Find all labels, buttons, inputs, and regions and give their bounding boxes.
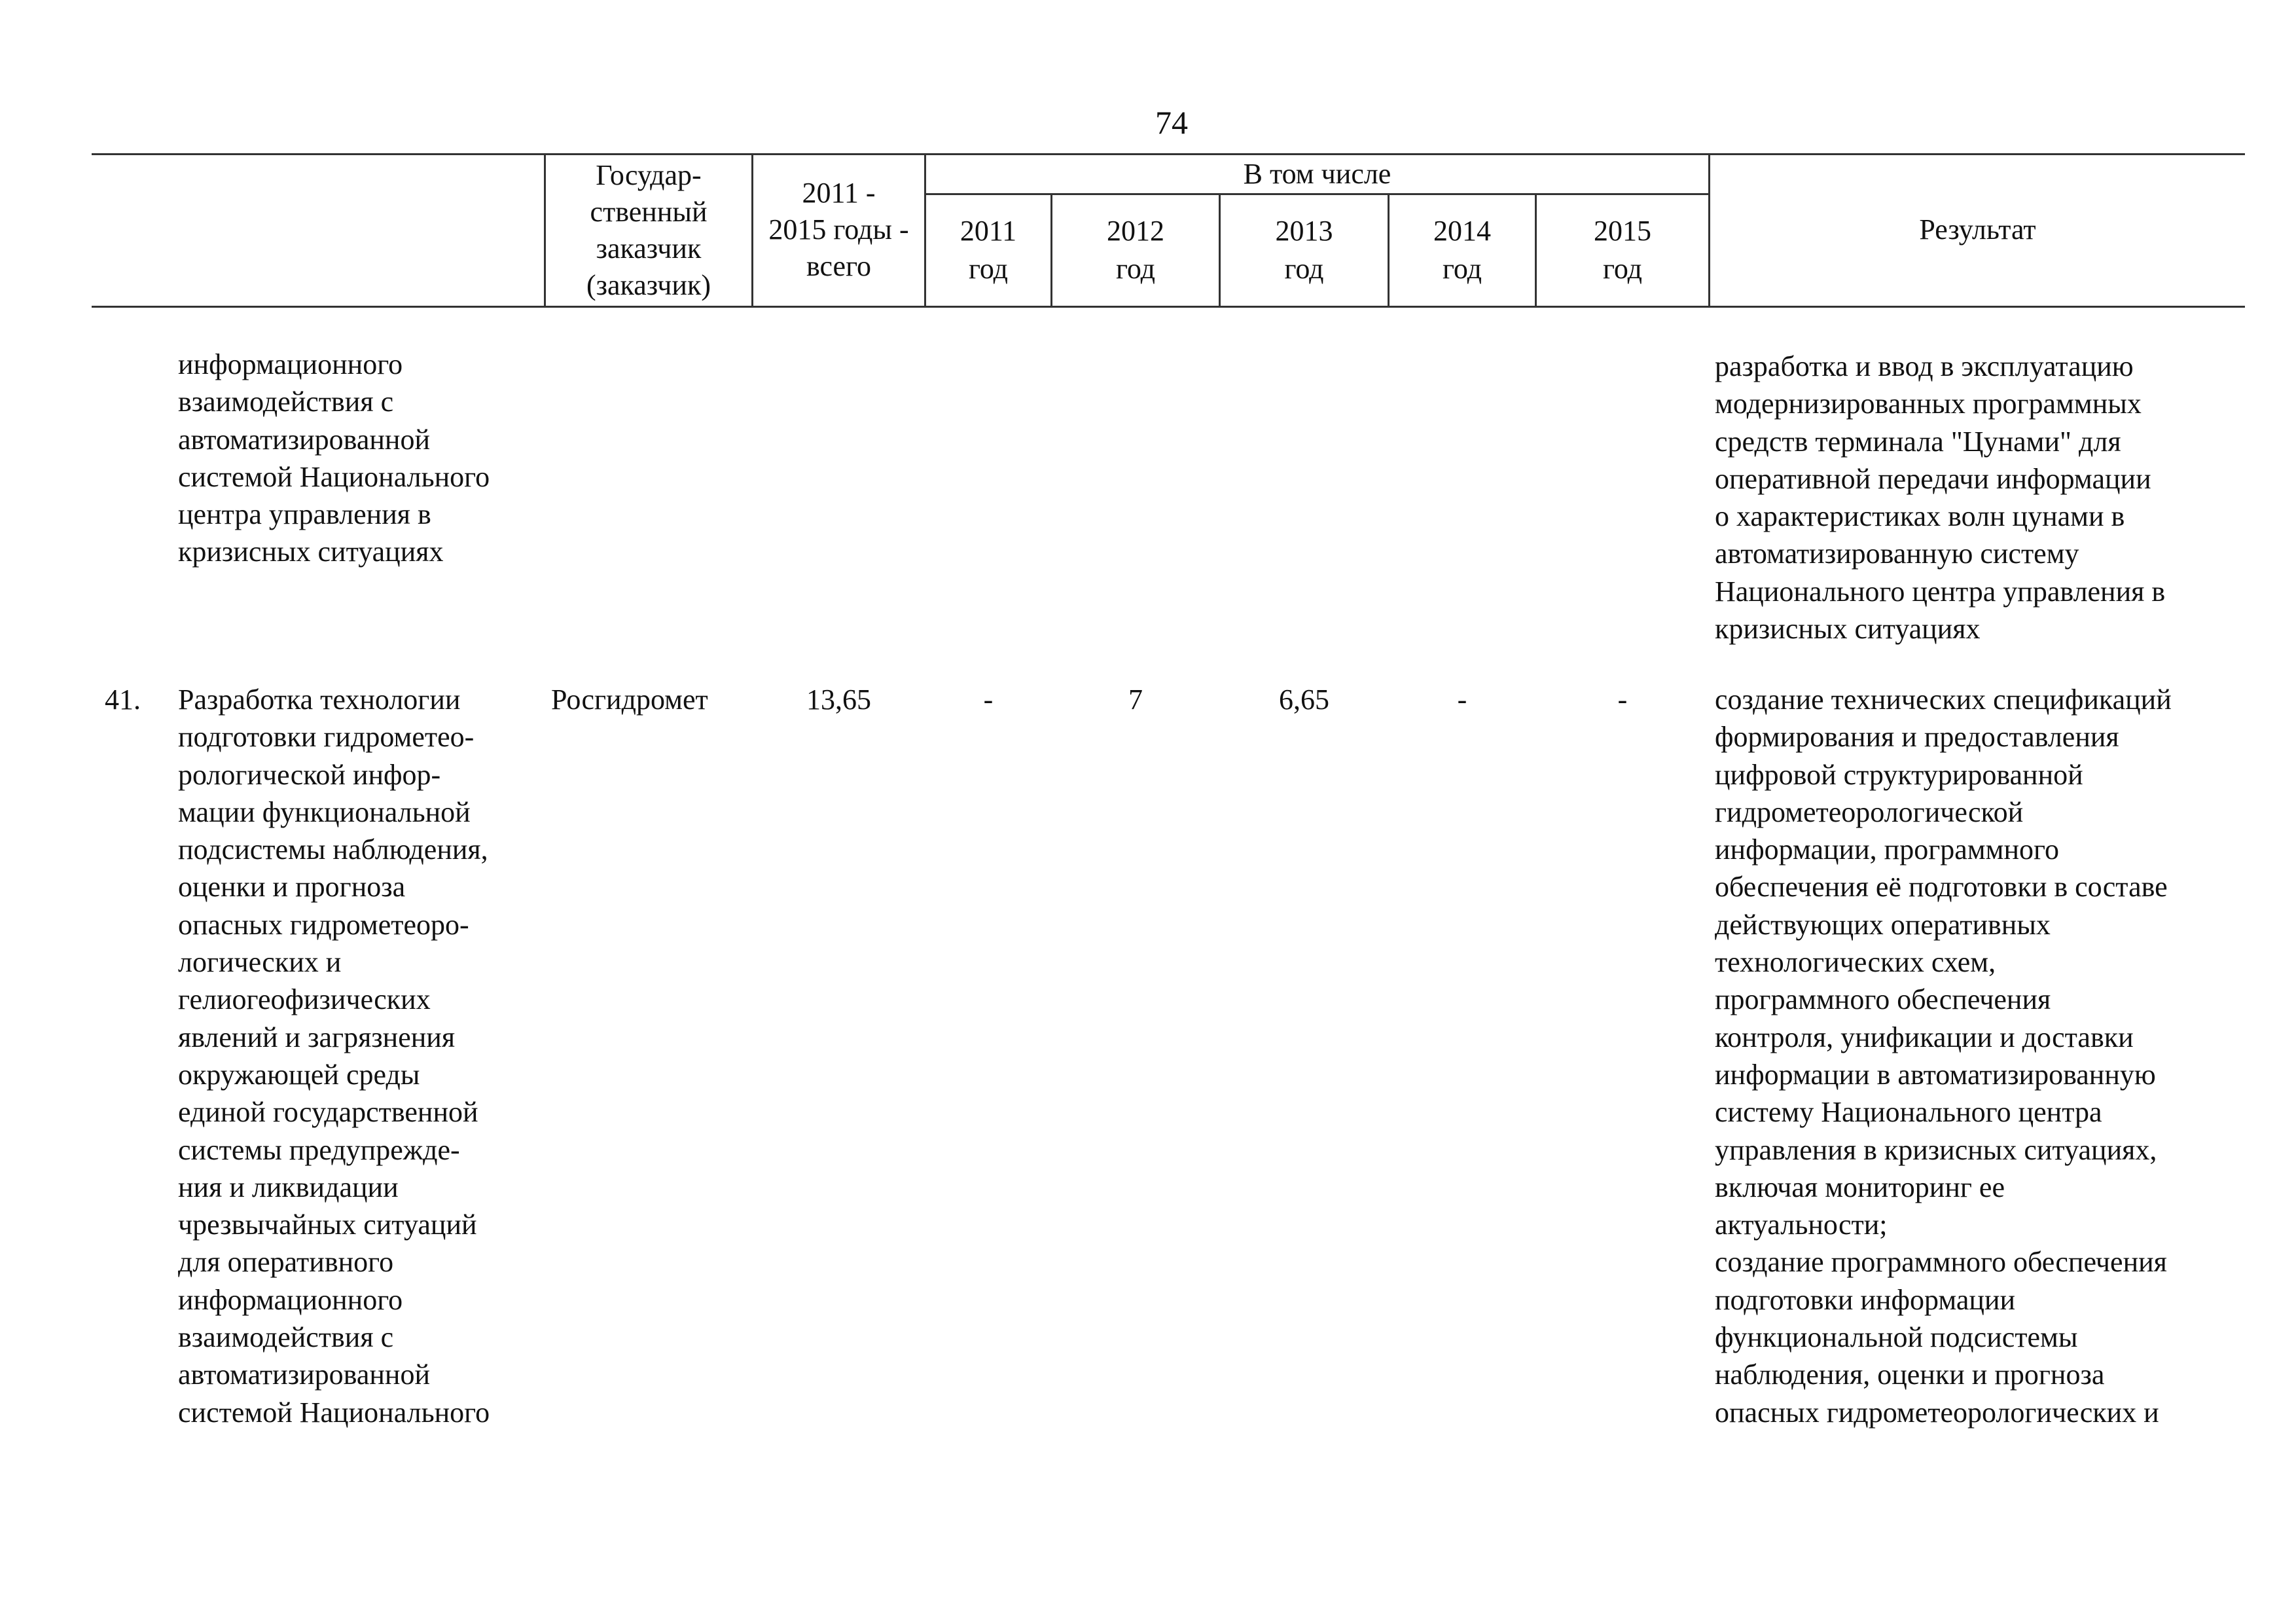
row-41-2015: - [1617, 684, 1628, 716]
row-41-2013: 6,65 [1279, 684, 1329, 716]
header-2013: 2013 год [1275, 215, 1333, 285]
row-41-customer: Росгидромет [551, 684, 708, 716]
header-2014: 2014 год [1433, 215, 1491, 285]
header-customer: Государ- ственный заказчик (заказчик) [586, 159, 711, 301]
header-2012: 2012 год [1107, 215, 1164, 285]
prev-row-name: информационного взаимодействия с автоматизированной системой Национального центра управления в кризисных ситуациях [178, 348, 490, 568]
row-41-number: 41. [105, 684, 141, 716]
header-group: В том числе [1243, 158, 1391, 190]
header-2011: 2011 год [960, 215, 1017, 285]
row-41-2011: - [983, 684, 994, 716]
page-number: 74 [1155, 104, 1188, 141]
header-group-rule [924, 193, 1710, 195]
header-result: Результат [1919, 213, 2036, 246]
header-bottom-rule [92, 306, 2245, 308]
row-41-total: 13,65 [806, 684, 871, 716]
header-total: 2011 - 2015 годы - всего [768, 177, 909, 282]
row-41-2012: 7 [1128, 684, 1143, 716]
row-41-name: Разработка технологии подготовки гидрометео- рологической инфор- мации функциональной подсистемы наблюдения, оценки и прогноза опасных гидрометеоро- логических и гелиогеофизических явлений и загрязнения окружающей среды единой государственной системы предупрежде- ния и ликвидации чрезвычайных ситуаций для оперативного информационного взаимодействия с автоматизированной системой Национального [178, 684, 490, 1429]
prev-row-result: разработка и ввод в эксплуатацию модернизированных программных средств терминала "Цунами" для оперативной передачи информации о характеристиках волн цунами в автоматизированную систему Национального центра управления в кризисных ситуациях [1715, 350, 2166, 646]
header-top-rule [92, 153, 2245, 155]
row-41-2014: - [1457, 684, 1467, 716]
row-41-result: создание технических спецификаций формирования и предоставления цифровой структурированной гидрометеорологической информации, программного обеспечения её подготовки в составе действующих оперативных технологических схем, программного обеспечения контроля, унификации и доставки информации в автоматизированную систему Национального центра управления в кризисных ситуациях, включая мониторинг ее актуальности; создание программного обеспечения подготовки информации функциональной подсистемы наблюдения, оценки и прогноза опасных гидрометеорологических и [1715, 684, 2172, 1429]
header-2015: 2015 год [1594, 215, 1651, 285]
